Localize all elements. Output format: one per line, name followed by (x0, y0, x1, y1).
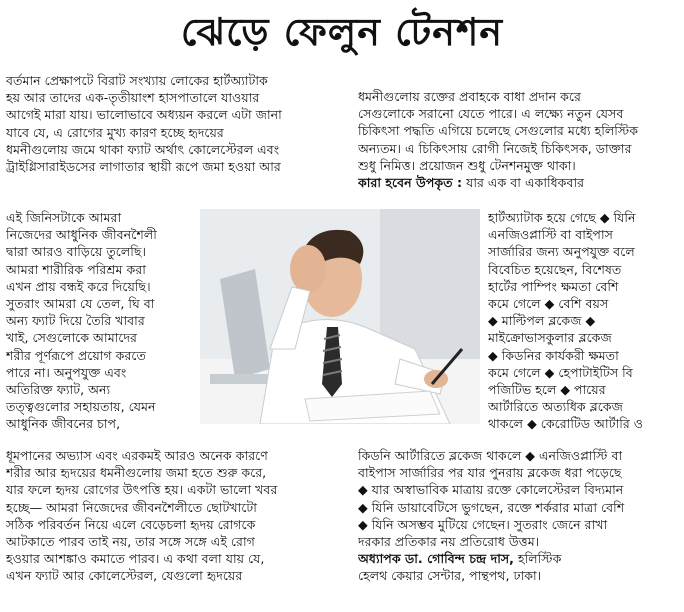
text-line: এনজিওপ্লাস্টি বা বাইপাস (488, 227, 613, 243)
text-line: ◆ যার অস্বাভাবিক মাত্রায় রক্তে কোলেস্টেরল বিদ্যমান (358, 482, 624, 498)
text-line: হচ্ছে— আমরা নিজেদের জীবনশৈলীতে ছোটখাটো (6, 499, 257, 515)
text-line: বিবেচিত হয়েছেন, বিশেষত (488, 261, 622, 277)
author-line (358, 550, 680, 567)
article-column-right-bottom (358, 447, 680, 585)
text-line: দ্বারা আরও বাড়িয়ে তুলেছি। (6, 244, 146, 260)
text-line: আগেই মারা যায়। ভালোভাবে অধ্যয়ন করলে এটা জানা (6, 107, 282, 123)
text-line: আধুনিক জীবনের চাপ, (6, 416, 121, 432)
stressed-man-photo (200, 209, 480, 424)
beneficiaries-subheading: কারা হবেন উপকৃত : (358, 174, 463, 190)
text-line: এই জিনিসটাকে আমরা (6, 210, 122, 225)
text-line: হওয়ার আশঙ্কাও কমাতে পারব। এ কথা বলা যায় যে, (6, 551, 265, 567)
text-line: সার্জারির জন্য অনুপযুক্ত বলে (488, 244, 635, 260)
text-line: হার্টের পাম্পিং ক্ষমতা বেশি (488, 278, 619, 294)
text-line: ◆ মাল্টিপল ব্লকেজ ◆ (488, 313, 596, 329)
text-line: দরকার প্রতিকার নয় প্রতিরোধ উত্তম। (358, 533, 540, 549)
text-line: শরীর আর হৃদয়ের ধমনীগুলোয় জমা হতে শুরু করে, (6, 465, 267, 481)
text-line: ট্রাইগ্লিসারাইডসের লাগাতার স্থায়ী রূপে জমা হওয়া আর (6, 158, 281, 174)
text-line: কিডনি আর্টারিতে ব্লকেজ থাকলে ◆ এনজিওপ্লাস্টি বা (358, 448, 623, 463)
text-fragment: যার এক বা একাধিকবার (462, 174, 585, 190)
article-headline: ঝেড়ে ফেলুন টেনশন (180, 10, 504, 54)
article-column-left-top (6, 72, 346, 175)
text-line: পারে না। অনুপযুক্ত এবং (6, 364, 127, 380)
article-column-left-wrap (6, 209, 196, 432)
text-line: পজিটিভ হলে ◆ পায়ের (488, 381, 606, 397)
author-name: অধ্যাপক ডা. গোবিন্দ চন্দ্র দাস, (358, 551, 514, 567)
text-line: সঠিক পরিবর্তন নিয়ে এলে বেড়েচলা হৃদয় রোগকে (6, 516, 256, 532)
author-address: হেলথ কেয়ার সেন্টার, পান্থপথ, ঢাকা। (358, 568, 542, 584)
text-line: চিকিৎসা পদ্ধতি এগিয়ে চলেছে সেগুলোর মধ্যে হলিস্টিক (358, 123, 639, 139)
text-line: আটকাতে পারব তাই নয়, তার সঙ্গে সঙ্গে এই রোগ (6, 533, 255, 549)
photo-illustration (200, 209, 480, 424)
text-line: আমরা শারীরিক পরিশ্রম করা (6, 261, 146, 277)
text-line: শুধু নিমিত্ত। প্রয়োজন শুধু টেনশনমুক্ত থাকা। (358, 157, 576, 173)
text-line: ◆ কিডনির কার্যকরী ক্ষমতা (488, 347, 619, 363)
text-line: বাইপাস সার্জারির পর যার পুনরায় ব্লকেজ ধরা পড়েছে (358, 465, 622, 481)
text-line: অন্যতম। এ চিকিৎসায় রোগী নিজেই চিকিৎসক, ডাক্তার (358, 140, 632, 156)
text-line: কমে গেলে ◆ হেপাটাইটিস বি (488, 364, 633, 380)
text-line: ধমনীগুলোয় রক্তের প্রবাহকে বাধা প্রদান করে (358, 89, 581, 104)
subheading-line (358, 174, 678, 191)
text-line: যার ফলে হৃদয় রোগের উৎপত্তি হয়। একটা ভালো খবর (6, 482, 278, 498)
text-line: হার্টঅ্যাটাক হয়ে গেছে ◆ যিনি (488, 210, 636, 225)
text-line: নিজেদের আধুনিক জীবনশৈলী (6, 227, 157, 243)
text-line: থাকলে ◆ কেরোটিড আর্টারি ও (488, 416, 644, 432)
article-column-right-top (358, 88, 678, 191)
article-column-right-wrap (488, 209, 680, 432)
text-line: ◆ যিনি ডায়াবেটিসে ভুগছেন, রক্তে শর্করার মাত্রা বেশি (358, 499, 625, 515)
text-line: সুতরাং আমরা যে তেল, ঘি বা (6, 295, 155, 311)
text-line: মাইক্রোভাসকুলার ব্লকেজ (488, 330, 612, 346)
article-column-left-bottom (6, 447, 346, 585)
author-affiliation: হলিস্টিক (513, 551, 562, 567)
text-line: ধূমপানের অভ্যাস এবং এরকমই আরও অনেক কারণে (6, 448, 268, 463)
text-line: যাবে যে, এ রোগের মুখ্য কারণ হচ্ছে হৃদয়ের (6, 124, 224, 140)
text-line: সেগুলোকে সরানো যেতে পারে। এ লক্ষ্যে নতুন যেসব (358, 106, 624, 122)
text-line: ধমনীগুলোয় জমে থাকা ফ্যাট অর্থাৎ কোলেস্টেরল এবং (6, 141, 280, 157)
text-line: শরীর পূর্ণরূপে প্রয়োগ করতে (6, 347, 146, 363)
text-line: অন্য ফ্যাট দিয়ে তৈরি খাবার (6, 313, 145, 329)
text-line: বর্তমান প্রেক্ষাপটে বিরাট সংখ্যায় লোকের হার্টঅ্যাটাক (6, 73, 268, 88)
text-line: কমে গেলে ◆ বেশি বয়স (488, 295, 609, 311)
text-line: খাই, সেগুলোকে আমাদের (6, 330, 137, 346)
text-line: অতিরিক্ত ফ্যাট, অন্য (6, 381, 111, 397)
text-line: তত্ত্বগুলোর সহায়তায়, যেমন (6, 399, 156, 415)
text-line: এখন প্রায় বন্ধই করে দিয়েছি। (6, 278, 151, 294)
text-line: আর্টারিতে অত্যধিক ব্লকেজ (488, 399, 623, 415)
text-line: এখন ফ্যাট আর কোলেস্টেরল, যেগুলো হৃদয়ের (6, 568, 243, 584)
text-line: হয় আর তাদের এক-তৃতীয়াংশ হাসপাতালে যাওয়ার (6, 90, 260, 106)
text-line: ◆ যিনি অসম্ভব মুটিয়ে গেছেন। সুতরাং জেনে রাখা (358, 516, 608, 532)
